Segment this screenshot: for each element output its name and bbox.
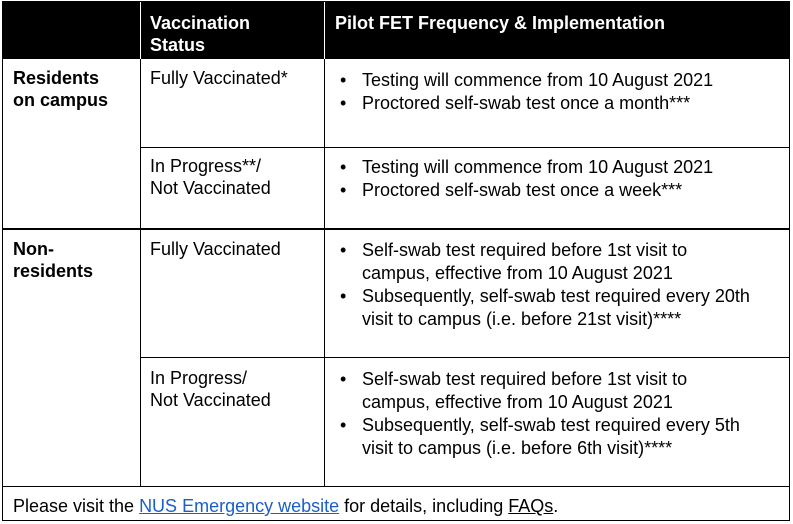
row-divider-residents — [140, 147, 789, 148]
footer-middle: for details, including — [339, 496, 509, 516]
bullet-item — [335, 156, 785, 179]
table-header — [3, 2, 789, 59]
bullet-item — [335, 285, 787, 331]
status-cell — [150, 155, 271, 199]
column-divider-1 — [140, 59, 141, 486]
bullet-list — [335, 156, 785, 202]
status-cell — [150, 367, 271, 411]
status-line1: In Progress/ — [150, 368, 248, 388]
bullet-text-line2: campus, effective from 10 August 2021 — [362, 263, 673, 283]
bullet-text: Testing will commence from 10 August 2021 — [362, 157, 714, 177]
bullet-icon: • — [340, 369, 347, 389]
bullet-icon: • — [340, 180, 347, 200]
bullet-text-line2: campus, effective from 10 August 2021 — [362, 392, 673, 412]
header-vaccination-line2: Status — [150, 35, 206, 55]
bullet-item — [335, 239, 787, 285]
bullet-icon: • — [340, 240, 347, 260]
footer-text — [13, 495, 558, 517]
row-divider-nonresidents — [140, 357, 789, 358]
group-label-line2: on campus — [13, 90, 109, 110]
bullet-item — [335, 92, 785, 115]
bullet-icon: • — [340, 70, 347, 90]
faqs-link[interactable]: FAQs — [508, 496, 554, 516]
header-divider-1 — [140, 2, 141, 59]
fet-table — [2, 1, 790, 521]
column-divider-2 — [324, 59, 325, 486]
group-divider — [3, 228, 789, 230]
bullet-list — [335, 368, 787, 460]
bullet-list — [335, 239, 787, 331]
group-label-nonresidents — [13, 238, 93, 282]
status-cell — [150, 238, 281, 260]
header-divider-2 — [324, 2, 325, 59]
footer-prefix: Please visit the — [13, 496, 140, 516]
bullet-text: Testing will commence from 10 August 2021 — [362, 70, 714, 90]
group-label-line1: Non- — [13, 239, 54, 259]
bullet-item — [335, 414, 787, 460]
bullet-icon: • — [340, 157, 347, 177]
status-line2: Not Vaccinated — [150, 390, 271, 410]
header-vaccination-line1: Vaccination — [150, 13, 251, 33]
bullet-icon: • — [340, 93, 347, 113]
bullet-item — [335, 179, 785, 202]
bullet-list — [335, 69, 785, 115]
bullet-item — [335, 69, 785, 92]
nus-emergency-website-link[interactable]: NUS Emergency website — [139, 496, 340, 516]
status-cell — [150, 67, 288, 89]
bullet-text-line1: Subsequently, self-swab test required every 20th — [362, 286, 750, 306]
table-footer — [3, 486, 789, 520]
bullet-icon: • — [340, 286, 347, 306]
status-line1: Fully Vaccinated* — [150, 68, 288, 88]
status-line1: In Progress**/ — [150, 156, 262, 176]
status-line2: Not Vaccinated — [150, 178, 271, 198]
header-col-group — [3, 2, 140, 59]
group-label-line1: Residents — [13, 68, 100, 88]
status-line1: Fully Vaccinated — [150, 239, 281, 259]
header-vaccination-status — [150, 2, 320, 59]
footer-suffix: . — [553, 496, 559, 516]
bullet-text-line1: Subsequently, self-swab test required every 5th — [362, 415, 740, 435]
group-label-residents — [13, 67, 108, 111]
bullet-text-line1: Self-swab test required before 1st visit to — [362, 240, 688, 260]
bullet-text-line1: Self-swab test required before 1st visit to — [362, 369, 688, 389]
bullet-text-line2: visit to campus (i.e. before 21st visit)**** — [362, 309, 682, 329]
group-label-line2: residents — [13, 261, 94, 281]
bullet-item — [335, 368, 787, 414]
bullet-text-line2: visit to campus (i.e. before 6th visit)**** — [362, 438, 673, 458]
bullet-text: Proctored self-swab test once a month*** — [362, 93, 691, 113]
bullet-text: Proctored self-swab test once a week*** — [362, 180, 683, 200]
header-pilot-fet: Pilot FET Frequency & Implementation — [335, 13, 666, 33]
bullet-icon: • — [340, 415, 347, 435]
